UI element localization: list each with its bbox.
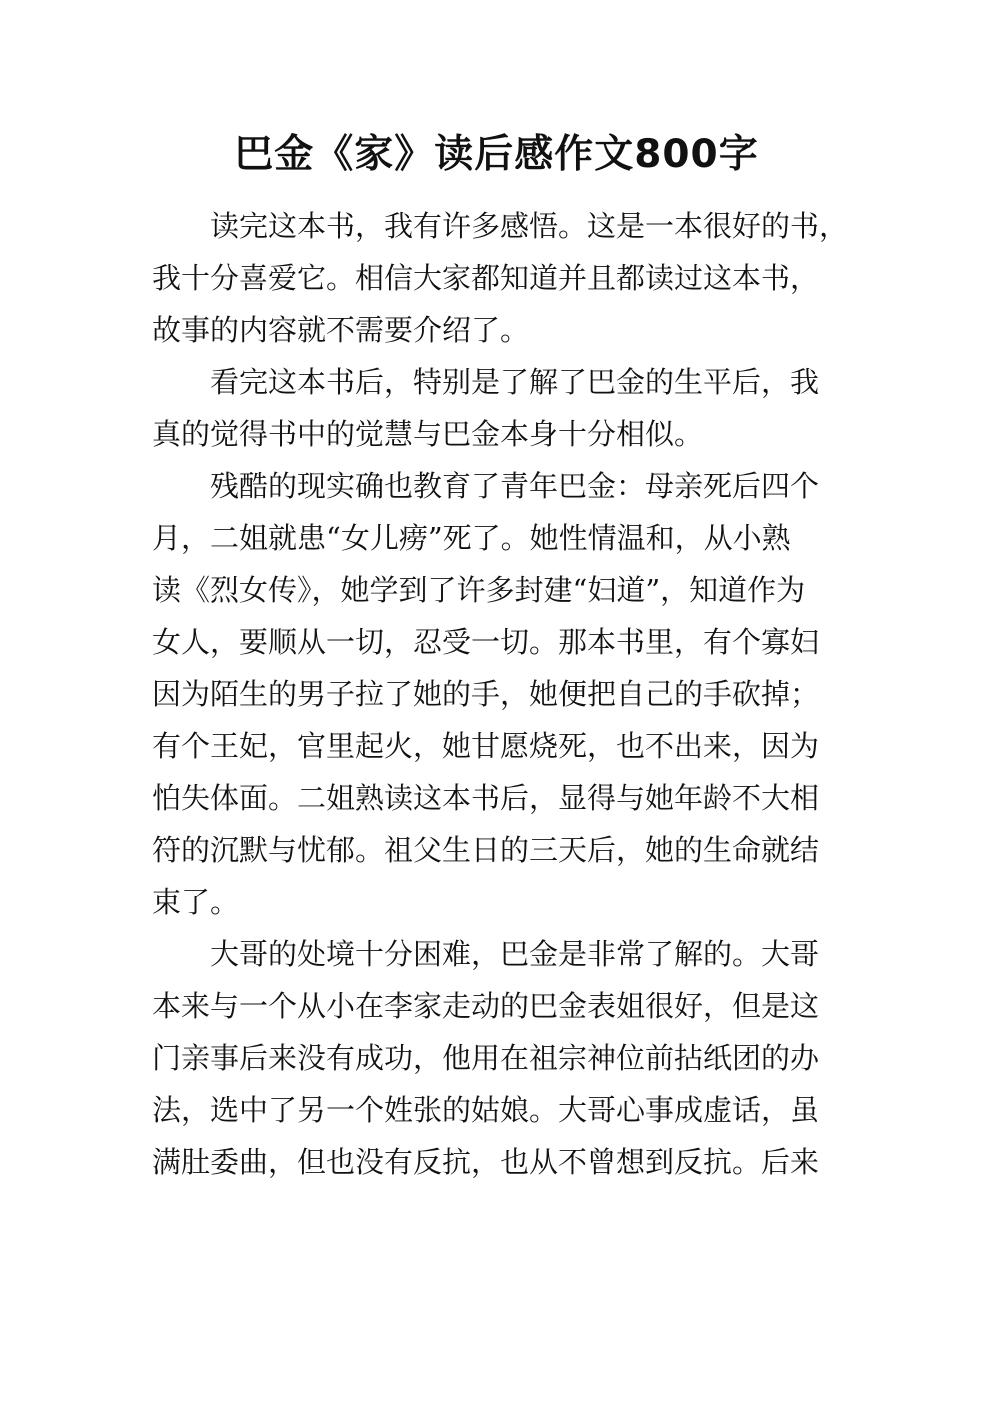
- paragraph-line: 束了。: [152, 885, 240, 919]
- paragraph-line: 因为陌生的男子拉了她的手，她便把自己的手砍掉；: [152, 677, 820, 711]
- paragraph-line: 月，二姐就患“女儿痨”死了。她性情温和，从小熟: [152, 521, 791, 555]
- paragraph-line: 我十分喜爱它。相信大家都知道并且都读过这本书，: [152, 261, 820, 295]
- document-title: 巴金《家》读后感作文800字: [234, 132, 759, 177]
- paragraph-line: 读《烈女传》，她学到了许多封建“妇道”，知道作为: [152, 573, 806, 607]
- paragraph-line: 有个王妃，官里起火，她甘愿烧死，也不出来，因为: [152, 729, 820, 763]
- paragraph-line: 怕失体面。二姐熟读这本书后，显得与她年龄不大相: [152, 781, 820, 815]
- paragraph-line: 大哥的处境十分困难，巴金是非常了解的。大哥: [210, 937, 820, 971]
- paragraph-line: 看完这本书后，特别是了解了巴金的生平后，我: [210, 365, 820, 399]
- paragraph-line: 女人，要顺从一切，忍受一切。那本书里，有个寡妇: [152, 625, 820, 659]
- paragraph-line: 本来与一个从小在李家走动的巴金表姐很好，但是这: [152, 989, 820, 1023]
- paragraph-line: 读完这本书，我有许多感悟。这是一本很好的书，: [210, 209, 849, 243]
- paragraph-line: 真的觉得书中的觉慧与巴金本身十分相似。: [152, 417, 704, 451]
- paragraph-line: 残酷的现实确也教育了青年巴金：母亲死后四个: [210, 469, 820, 503]
- paragraph-line: 门亲事后来没有成功，他用在祖宗神位前拈纸团的办: [152, 1041, 820, 1075]
- paragraph-line: 故事的内容就不需要介绍了。: [152, 313, 530, 347]
- paragraph-line: 满肚委曲，但也没有反抗，也从不曾想到反抗。后来: [152, 1145, 820, 1179]
- paragraph-line: 符的沉默与忧郁。祖父生日的三天后，她的生命就结: [152, 833, 820, 867]
- paragraph-line: 法，选中了另一个姓张的姑娘。大哥心事成虚话，虽: [152, 1093, 820, 1127]
